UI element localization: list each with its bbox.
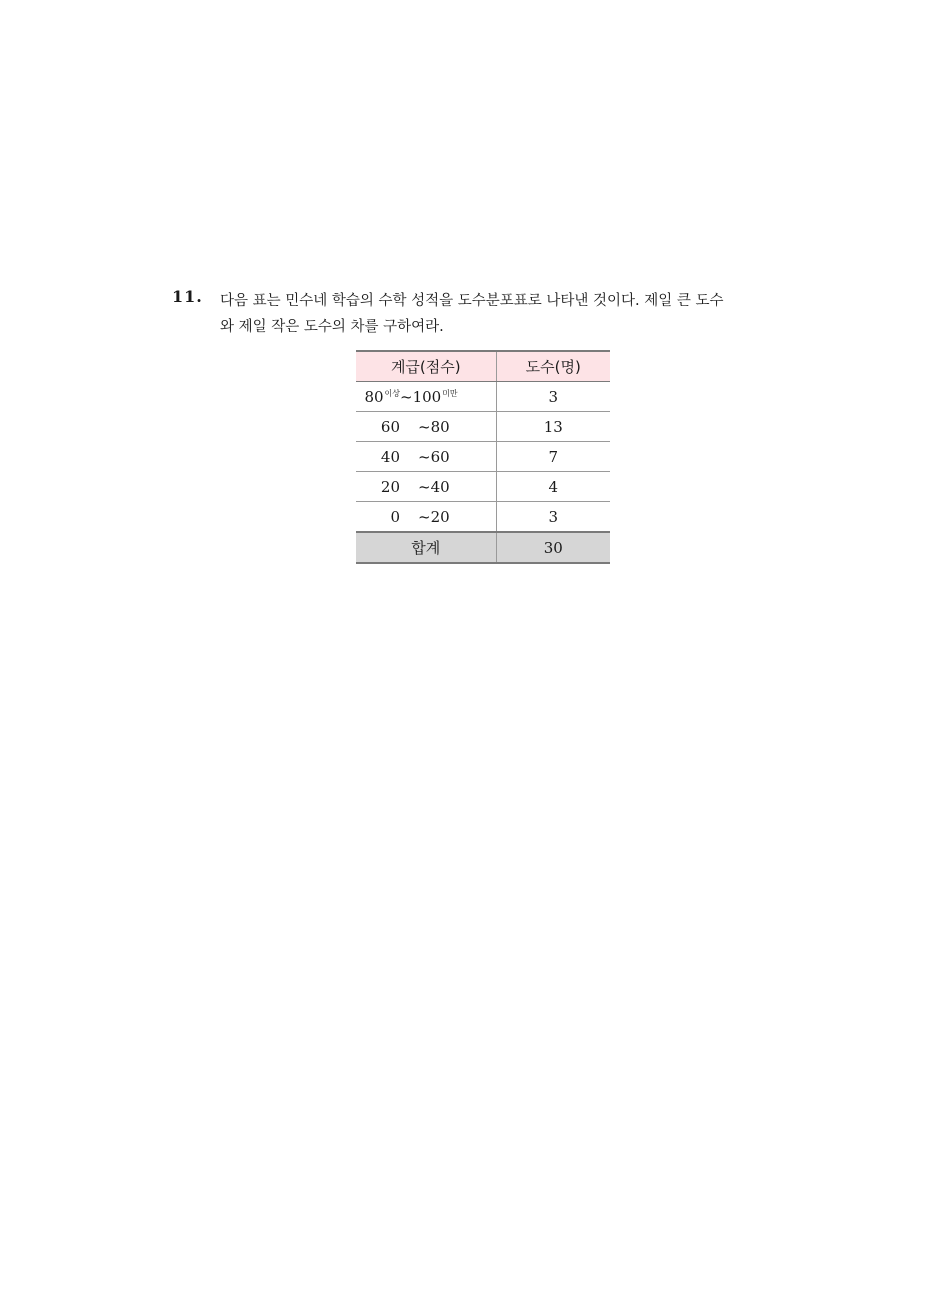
class-cell <box>356 502 496 533</box>
question-number: 11. <box>172 287 203 306</box>
table-row <box>356 442 610 472</box>
class-lower: 40 <box>380 447 400 466</box>
class-cell <box>356 382 496 412</box>
table-row <box>356 472 610 502</box>
class-lower: 0 <box>390 507 400 526</box>
class-upper: ~20 <box>418 507 450 526</box>
frequency-cell: 4 <box>496 472 610 502</box>
question-text-line-2: 와 제일 작은 도수의 차를 구하여라. <box>220 319 444 335</box>
frequency-cell: 13 <box>496 412 610 442</box>
below-label: 미만 <box>442 388 458 398</box>
table-row <box>356 412 610 442</box>
class-lower: 20 <box>380 477 400 496</box>
frequency-cell: 3 <box>496 382 610 412</box>
class-upper: ~80 <box>418 417 450 436</box>
frequency-cell: 3 <box>496 502 610 533</box>
header-class: 계급(점수) <box>356 351 496 382</box>
table-row <box>356 382 610 412</box>
total-row <box>356 532 610 563</box>
frequency-distribution-table <box>356 350 610 564</box>
class-lower: 60 <box>380 417 400 436</box>
question-text-line-1: 다음 표는 민수네 학습의 수학 성적을 도수분포표로 나타낸 것이다. 제일 큰 도수 <box>220 293 724 309</box>
class-cell <box>356 412 496 442</box>
above-label: 이상 <box>384 388 400 398</box>
table-row <box>356 502 610 533</box>
class-lower-value: 80 <box>364 387 384 406</box>
class-upper-value: ~100 <box>400 387 442 406</box>
class-cell <box>356 442 496 472</box>
table-header-row <box>356 351 610 382</box>
total-label: 합계 <box>356 532 496 563</box>
class-upper <box>400 388 458 406</box>
class-lower <box>356 388 400 406</box>
frequency-cell: 7 <box>496 442 610 472</box>
class-upper: ~40 <box>418 477 450 496</box>
class-cell <box>356 472 496 502</box>
total-value: 30 <box>496 532 610 563</box>
question-text <box>220 288 760 340</box>
class-upper: ~60 <box>418 447 450 466</box>
header-frequency: 도수(명) <box>496 351 610 382</box>
